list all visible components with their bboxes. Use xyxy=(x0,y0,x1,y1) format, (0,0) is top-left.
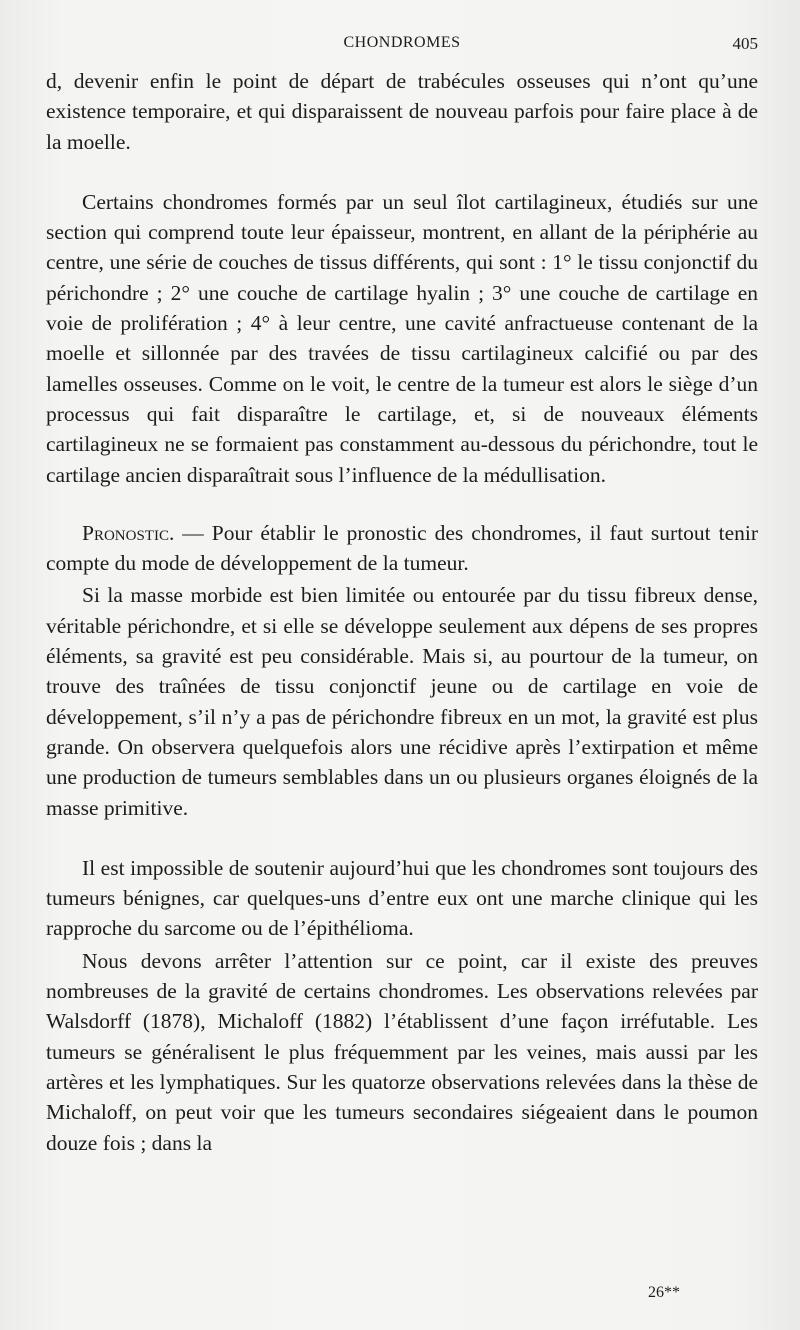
paragraph-text: Il est impossible de soutenir aujourd’hui que les chondromes sont toujours des tumeurs bénignes, car quelques-uns d’entre eux ont une marche clinique qui les rapproche du sarcome ou de l’épithélioma. xyxy=(46,855,758,941)
running-title: CHONDROMES xyxy=(343,34,461,51)
paragraph-benign xyxy=(46,853,758,944)
paragraph-chondrome-layers xyxy=(46,187,758,490)
paragraph-pronostic xyxy=(46,518,758,579)
body-text xyxy=(46,66,758,1158)
running-head xyxy=(46,34,758,56)
paragraph-text: Si la masse morbide est bien limitée ou entourée par du tissu fibreux dense, véritable périchondre, et si elle se développe seulement aux dépens de ses propres éléments, sa gravité est peu considérable. Mais si, au pourtour de la tumeur, on trouve des traînées de tissu conjonctif jeune ou de cartilage en voie de développement, s’il n’y a pas de périchondre fibreux en un mot, la gravité est plus grande. On observera quelquefois alors une récidive après l’extirpation et même une production de tumeurs semblables dans un ou plusieurs organes éloignés de la masse primitive. xyxy=(46,583,758,820)
paragraph-text: Certains chondromes formés par un seul îlot cartilagineux, étudiés sur une section qui comprend toute leur épaisseur, montrent, en allant de la périphérie au centre, une série de couches de tissus différents, qui sont : 1° le tissu conjonctif du périchondre ; 2° une couche de cartilage hyalin ; 3° une couche de cartilage en voie de prolifération ; 4° à leur centre, une cavité anfractueuse contenant de la moelle et sillonnée par des travées de tissu cartilagineux calcifié ou par des lamelles osseuses. Comme on le voit, le centre de la tumeur est alors le siège d’un processus qui fait disparaître le cartilage, et, si de nouveaux éléments cartilagineux ne se formaient pas constamment au-dessous du périchondre, tout le cartilage ancien disparaîtrait sous l’influence de la médullisation. xyxy=(46,189,758,487)
paragraph-continuation xyxy=(46,66,758,157)
paragraph-text: Nous devons arrêter l’attention sur ce point, car il existe des preuves nombreuses de la gravité de certains chondromes. Les observations relevées par Walsdorff (1878), Michaloff (1882) l’établissent d’une façon irréfutable. Les tumeurs se généralisent le plus fréquemment par les veines, mais aussi par les artères et les lymphatiques. Sur les quatorze observations relevées dans la thèse de Michaloff, on peut voir que les tumeurs secondaires siégeaient dans le poumon douze fois ; dans la xyxy=(46,948,758,1155)
paragraph-text: d, devenir enfin le point de départ de trabécules osseuses qui n’ont qu’une existence temporaire, et qui disparaissent de nouveau parfois pour faire place à de la moelle. xyxy=(46,69,758,154)
page-number: 405 xyxy=(732,34,758,53)
section-heading-pronostic: Pronostic. xyxy=(82,520,175,545)
paragraph-observations xyxy=(46,946,758,1158)
paragraph-gravity xyxy=(46,580,758,822)
paragraph-text: — Pour établir le pronostic des chondromes, il faut surtout tenir compte du mode de développement de la tumeur. xyxy=(46,520,758,576)
printer-signature-mark: 26** xyxy=(648,1284,680,1301)
